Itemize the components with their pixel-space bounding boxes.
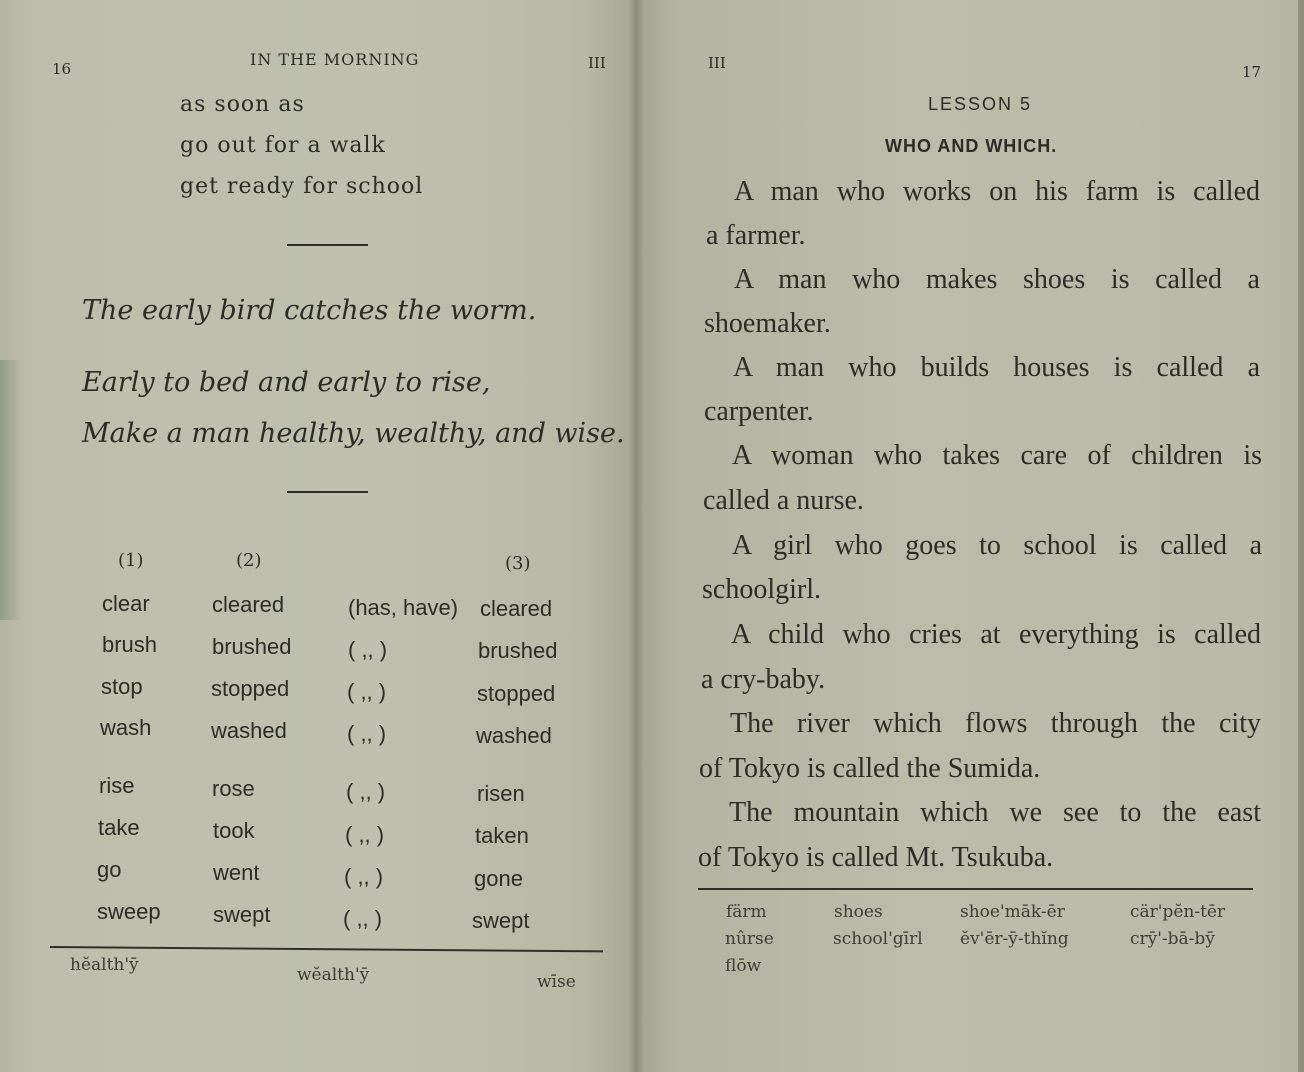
pronunciation-word: shoe'māk-ēr <box>960 902 1065 922</box>
verb-base: rise <box>99 773 135 798</box>
text-line <box>734 264 1260 296</box>
text-line <box>729 797 1261 829</box>
glossary-word: wīse <box>537 972 576 992</box>
verb-past: washed <box>211 718 287 743</box>
text-line-content: A man who works on his farm is called <box>734 176 1260 207</box>
glossary-word: hĕalth'ȳ <box>70 955 139 975</box>
divider <box>287 491 368 493</box>
pronunciation-word: cär'pĕn-tēr <box>1130 902 1226 922</box>
verb-past: went <box>213 860 260 885</box>
footnote-rule <box>50 946 603 952</box>
phrase: get ready for school <box>180 174 424 199</box>
pronunciation-word: crȳ'-bā-bȳ <box>1130 929 1215 949</box>
page-edge <box>1298 0 1304 1072</box>
phrase: as soon as <box>180 92 305 117</box>
text-line: carpenter. <box>704 396 814 427</box>
text-line: shoemaker. <box>704 308 831 339</box>
text-line: a cry-baby. <box>701 664 826 695</box>
column-header: (2) <box>236 550 262 571</box>
left-page <box>0 0 636 1072</box>
glossary-word: wĕalth'ȳ <box>297 965 370 985</box>
section-number-left: III <box>588 54 606 72</box>
pronunciation-word: shoes <box>834 902 883 922</box>
column-header: (1) <box>118 550 144 571</box>
book-gutter <box>628 0 644 1072</box>
column-header: (3) <box>505 553 531 574</box>
verb-aux: ( ,, ) <box>344 864 384 889</box>
verb-base: take <box>98 815 140 840</box>
verb-past: took <box>213 818 255 843</box>
verb-base: go <box>97 857 122 882</box>
text-line: a farmer. <box>706 220 806 251</box>
verb-past: swept <box>213 902 271 927</box>
pronunciation-word: nûrse <box>725 929 774 949</box>
verb-base: sweep <box>97 899 161 924</box>
text-line <box>733 352 1260 384</box>
verb-aux: ( ,, ) <box>346 779 386 804</box>
verb-participle: gone <box>474 866 523 891</box>
verb-past: cleared <box>212 592 285 617</box>
text-line: called a nurse. <box>703 485 864 516</box>
section-number-right: III <box>708 54 726 72</box>
verb-aux: ( ,, ) <box>345 822 385 847</box>
verb-participle: brushed <box>478 638 558 663</box>
verb-aux: ( ,, ) <box>343 906 383 931</box>
verb-participle: washed <box>476 723 552 748</box>
lesson-heading: LESSON 5 <box>928 94 1033 114</box>
running-head: IN THE MORNING <box>250 50 420 69</box>
verb-past: rose <box>212 776 255 801</box>
footnote-rule <box>698 888 1253 890</box>
text-line <box>732 440 1262 472</box>
verb-aux: ( ,, ) <box>347 721 387 746</box>
divider <box>287 244 368 246</box>
page-number-right: 17 <box>1242 63 1262 81</box>
text-line-content: A girl who goes to school is called a <box>732 530 1262 561</box>
verse-line: Make a man healthy, wealthy, and wise. <box>82 418 625 449</box>
verb-participle: risen <box>477 781 525 806</box>
verb-participle: swept <box>472 908 530 933</box>
text-line <box>731 619 1261 651</box>
verb-past: brushed <box>212 634 292 659</box>
verb-base: brush <box>102 632 158 657</box>
lesson-title: WHO AND WHICH. <box>885 136 1058 156</box>
text-line: of Tokyo is called Mt. Tsukuba. <box>698 842 1054 873</box>
text-line <box>732 530 1262 562</box>
verb-participle: cleared <box>480 596 553 621</box>
verb-aux: ( ,, ) <box>348 637 388 662</box>
text-line-content: A child who cries at everything is called <box>731 619 1261 650</box>
text-line-content: A man who builds houses is called a <box>733 352 1260 383</box>
verb-aux: ( ,, ) <box>347 679 387 704</box>
text-line <box>730 708 1261 740</box>
text-line <box>734 176 1260 208</box>
verb-base: wash <box>100 715 152 740</box>
phrase: go out for a walk <box>180 133 386 158</box>
verb-participle: stopped <box>477 681 556 706</box>
text-line-content: The mountain which we see to the east <box>729 797 1261 828</box>
pronunciation-word: färm <box>726 902 767 922</box>
text-line-content: A man who makes shoes is called a <box>734 264 1260 295</box>
pronunciation-word: school'gīrl <box>833 929 923 949</box>
proverb: The early bird catches the worm. <box>82 295 537 326</box>
page-stain <box>0 360 22 620</box>
text-line: of Tokyo is called the Sumida. <box>699 753 1041 784</box>
text-line-content: The river which flows through the city <box>730 708 1261 739</box>
page-number-left: 16 <box>52 60 72 78</box>
verb-past: stopped <box>211 676 290 701</box>
verb-aux: (has, have) <box>348 595 459 620</box>
text-line: schoolgirl. <box>702 574 821 605</box>
text-line-content: A woman who takes care of children is <box>732 440 1262 471</box>
pronunciation-word: flōw <box>725 956 762 976</box>
verse-line: Early to bed and early to rise, <box>82 367 491 398</box>
right-page <box>636 0 1304 1072</box>
verb-base: stop <box>101 674 143 699</box>
pronunciation-word: ĕv'ēr-ȳ-thĭng <box>960 929 1069 949</box>
verb-base: clear <box>102 591 150 616</box>
verb-participle: taken <box>475 823 529 848</box>
